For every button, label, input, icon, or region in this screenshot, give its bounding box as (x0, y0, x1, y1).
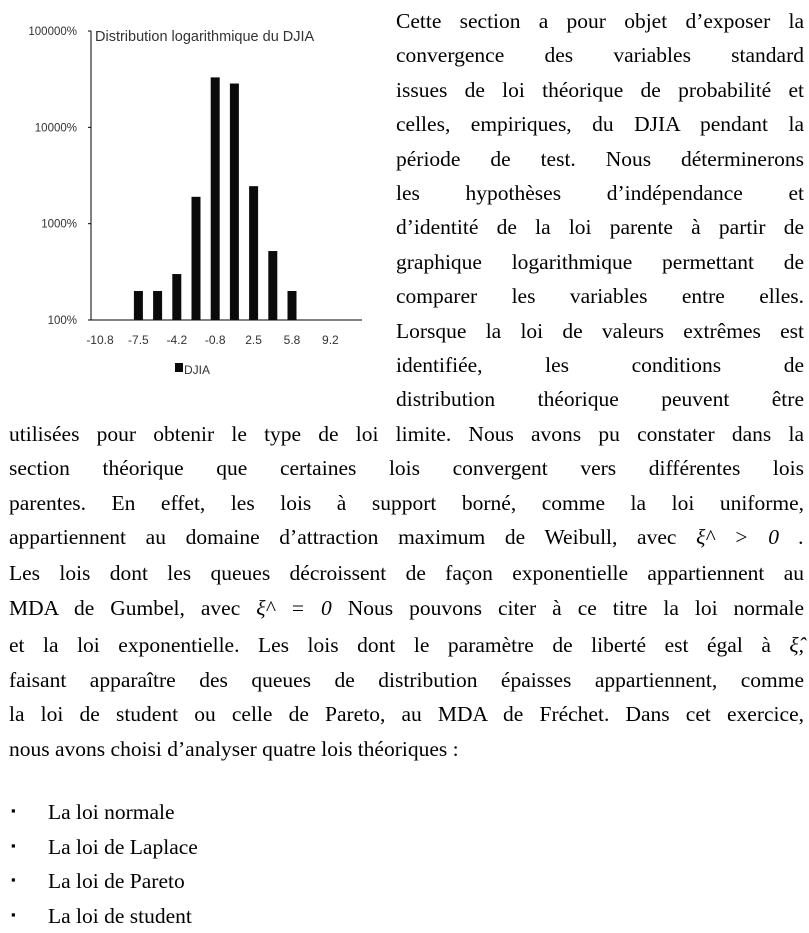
bar-0.8 (230, 84, 239, 320)
text-line: Cette section a pour objet d’exposer la (396, 9, 804, 33)
x-tick-label: 9.2 (322, 333, 339, 347)
y-tick-label: 100% (47, 315, 77, 327)
text-line: celles, empiriques, du DJIA pendant la (396, 112, 804, 137)
text-line: la loi de student ou celle de Pareto, au MDA de Fréchet. Dans cet exercice, (9, 702, 804, 727)
bar--4.2 (172, 274, 181, 320)
x-tick-label: -7.5 (128, 333, 149, 347)
text-line: utilisées pour obtenir le type de loi limite. Nous avons pu constater dans la (9, 421, 804, 446)
text-line: section théorique que certaines lois convergent vers différentes lois (9, 456, 804, 481)
x-tick-label: -10.8 (86, 333, 114, 347)
square-bullet-icon: ▪ (11, 872, 16, 887)
bar--5.9 (153, 291, 162, 320)
square-bullet-icon: ▪ (11, 906, 16, 922)
bar--0.8 (211, 77, 220, 320)
text-line: Les lois dont les queues décroissent de façon exponentielle appartiennent au (9, 561, 804, 586)
text-line: période de test. Nous déterminerons (396, 146, 804, 171)
text-line: issues de loi théorique de probabilité et (396, 77, 804, 102)
list-item-text: La loi de Pareto (48, 869, 185, 893)
text-line: faisant apparaître des queues de distribution épaisses appartiennent, comme (9, 667, 804, 692)
list-item-text: La loi de Laplace (48, 834, 198, 859)
text-line: nous avons choisi d’analyser quatre lois théoriques : (9, 736, 459, 761)
legend-swatch-djia (175, 363, 183, 372)
list-item (0, 899, 400, 933)
text-line: comparer les variables entre elles. (396, 284, 804, 309)
square-bullet-icon: ▪ (11, 803, 16, 818)
y-tick-label: 10000% (34, 122, 77, 135)
bar--7.5 (134, 291, 143, 320)
bar-4.1 (268, 251, 277, 320)
chart-title: Distribution logarithmique du DJIA (95, 29, 315, 45)
legend-label-djia: DJIA (184, 363, 211, 377)
list-item (0, 864, 400, 898)
legend (175, 363, 210, 377)
y-tick-label: 1000% (41, 218, 77, 231)
text-line: parentes. En effet, les lois à support borné, comme la loi uniforme, (9, 490, 804, 515)
text-line: les hypothèses d’indépendance et (396, 181, 804, 205)
xi-hat-greater-than-zero-formula: ξ^ > 0 . (696, 525, 804, 549)
square-bullet-icon: ▪ (11, 837, 16, 853)
text-line: Lorsque la loi de valeurs extrêmes est (396, 318, 804, 343)
xi-hat-symbol: ξ̂ (789, 633, 799, 658)
text-line: convergence des variables standard (396, 43, 804, 68)
bar-5.8 (288, 291, 297, 320)
chart-axes (88, 31, 362, 320)
xi-hat-equals-zero-formula: ξ^ = 0 (256, 595, 332, 620)
text-line: et la loi exponentielle. Les lois dont le paramètre de liberté est égal à ξ̂, (9, 633, 804, 658)
text-line: graphique logarithmique permettant de (396, 249, 804, 274)
y-tick-label: 100000% (28, 26, 77, 38)
bar--2.5 (192, 197, 201, 320)
x-tick-label: 5.8 (283, 333, 301, 347)
x-tick-label: -4.2 (166, 333, 188, 347)
text-line: appartiennent au domaine d’attraction maximum de Weibull, avec ξ^ > 0 . (9, 525, 804, 549)
bar-2.5 (249, 186, 258, 320)
x-tick-label: -0.8 (204, 333, 226, 347)
text-line: distribution théorique peuvent être (396, 387, 804, 412)
list-item (0, 830, 400, 864)
list-item-text: La loi de student (48, 903, 192, 928)
djia-log-distribution-chart (0, 0, 390, 390)
x-tick-label: 2.5 (245, 333, 262, 347)
text-line: identifiée, les conditions de (396, 353, 804, 377)
text-line: MDA de Gumbel, avec ξ^ = 0 Nous pouvons citer à ce titre la loi normale (9, 595, 805, 620)
text-line: d’identité de la loi parente à partir de (396, 215, 804, 240)
list-item-text: La loi normale (48, 800, 175, 824)
list-item (0, 795, 400, 829)
